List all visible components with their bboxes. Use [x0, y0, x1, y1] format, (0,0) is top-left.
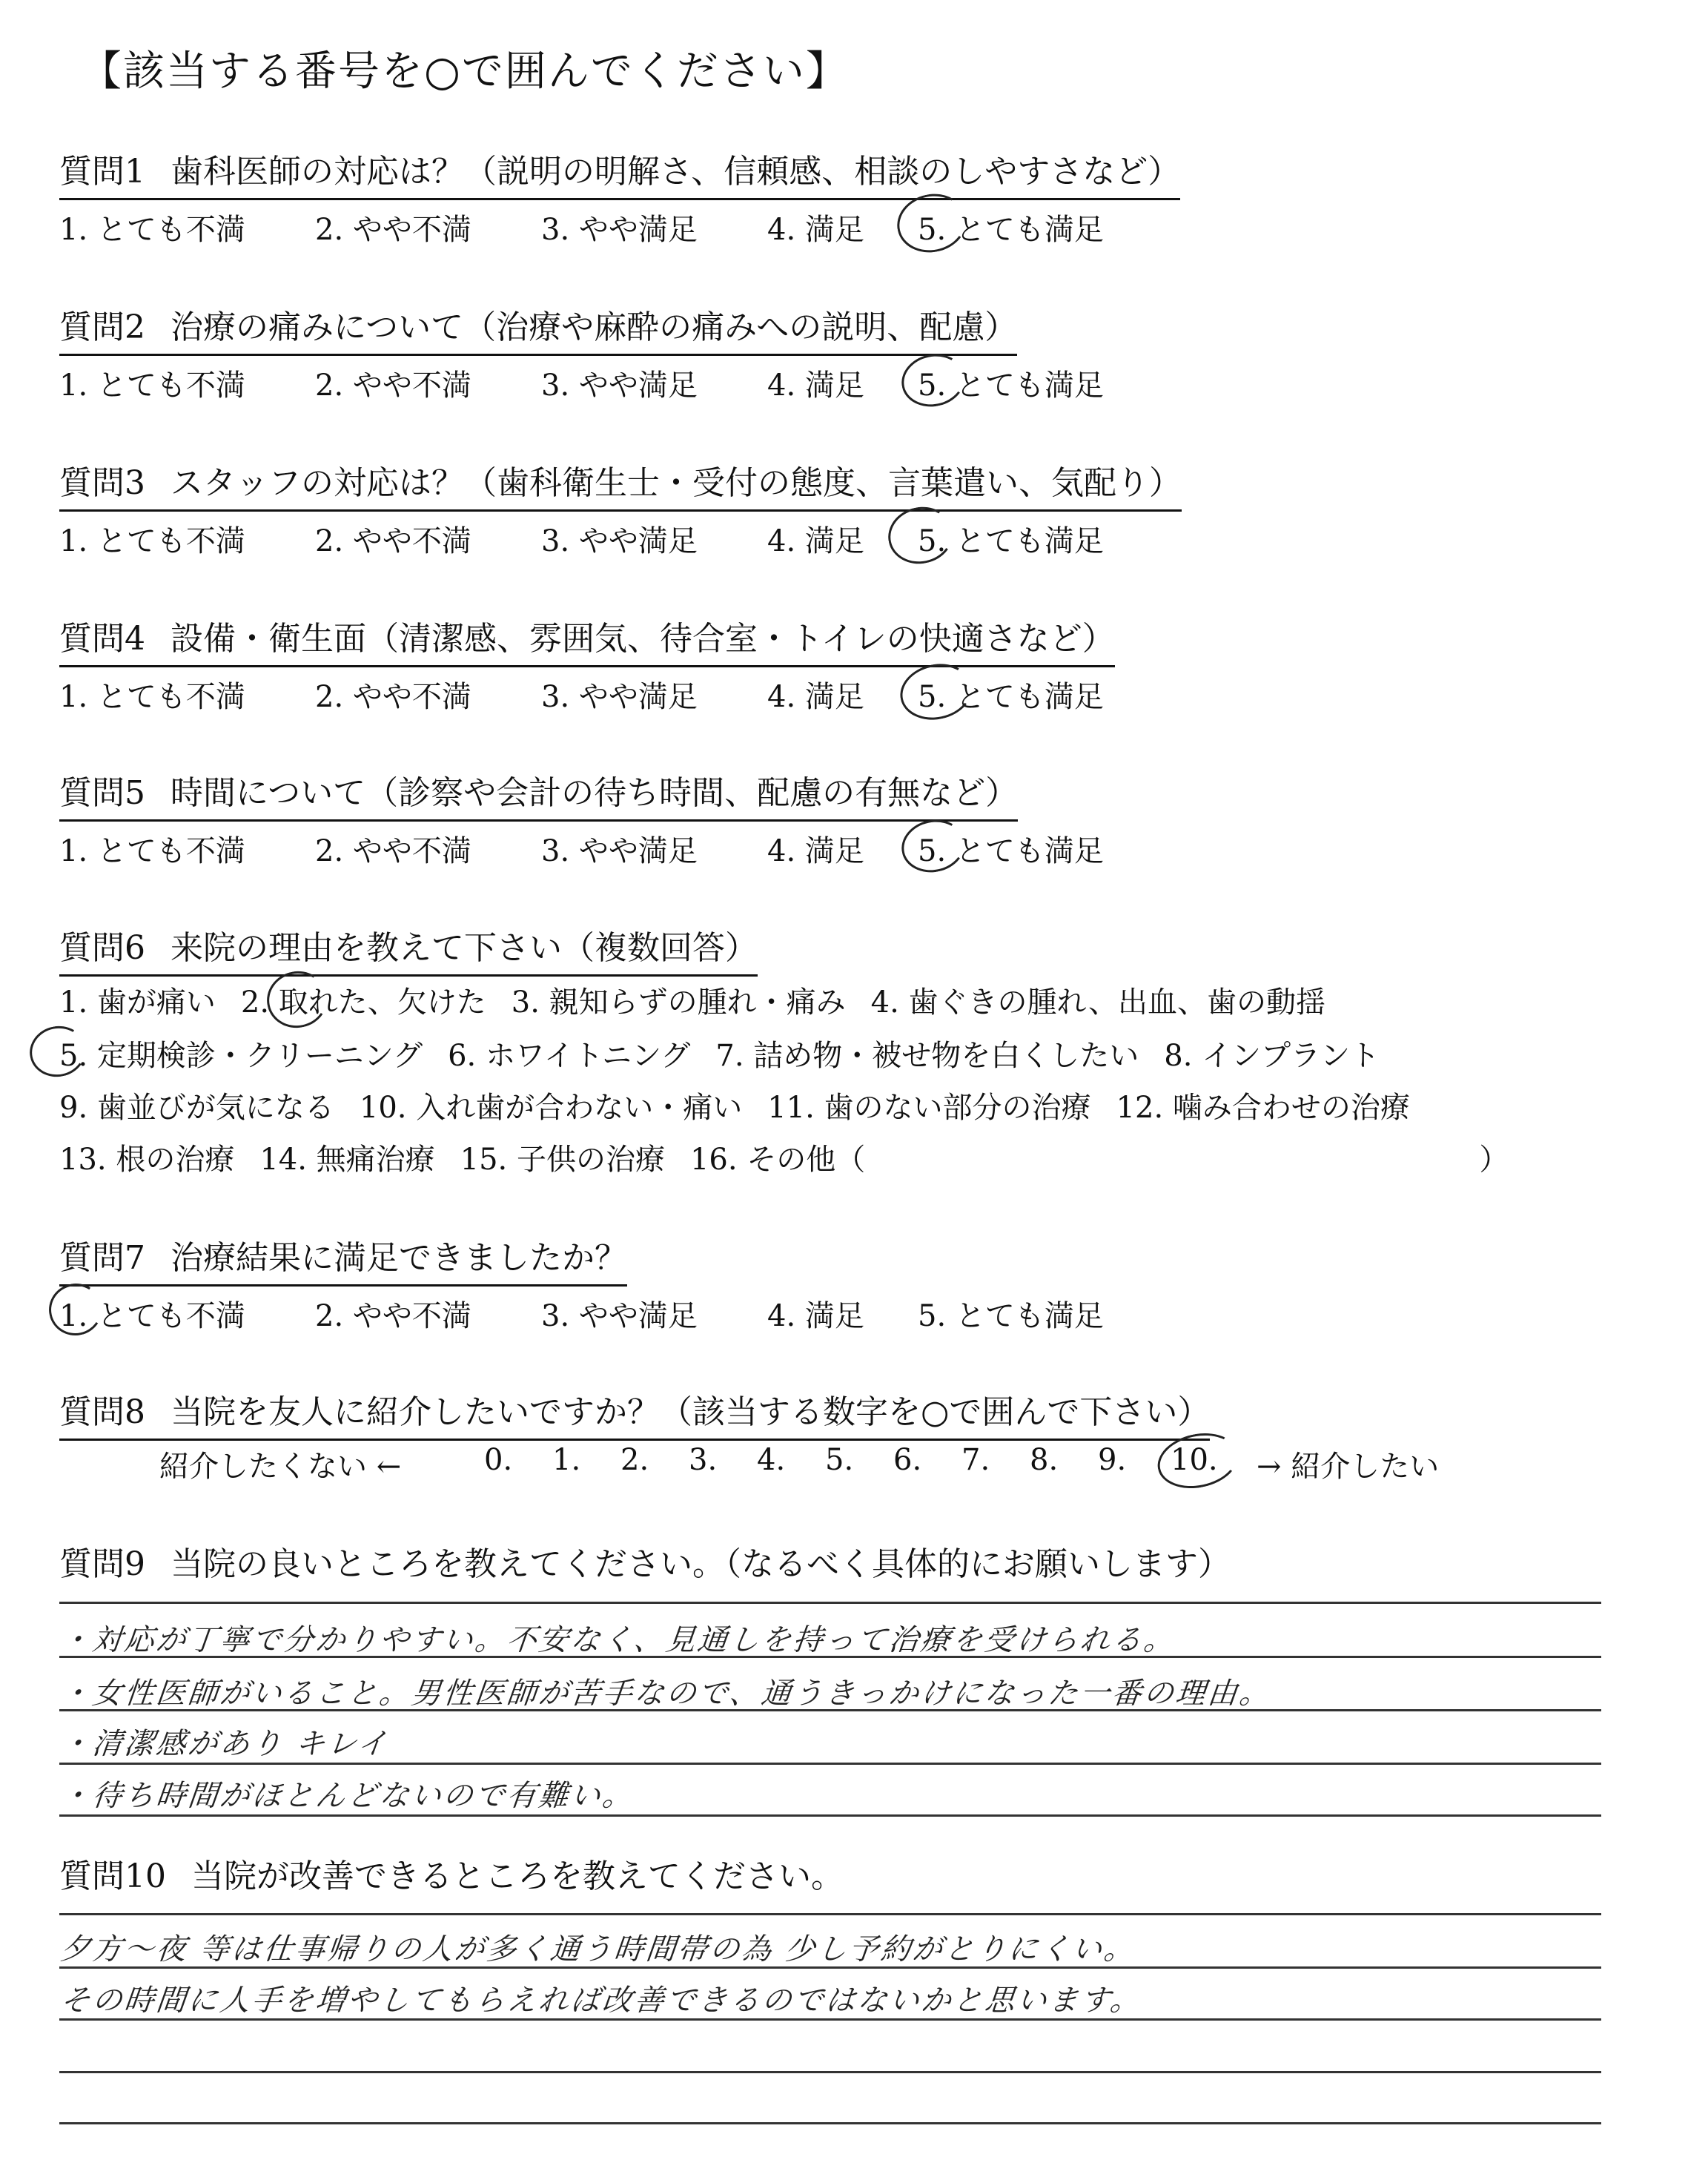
- option-1[interactable]: 1. とても不満: [59, 834, 245, 868]
- question-10: [59, 1849, 844, 1897]
- scale-0[interactable]: 0.: [484, 1443, 513, 1477]
- answer-line: [59, 1656, 1601, 1658]
- scale-right-label: → 紹介したい: [1257, 1450, 1440, 1484]
- option-5[interactable]: 5. とても満足: [918, 369, 1104, 403]
- question-4-heading: 質問4 設備・衛生面（清潔感、雰囲気、待合室・トイレの快適さなど）: [59, 612, 1115, 667]
- q9-answer-1: ・対応が丁寧で分かりやすい。不安なく、見通しを持って治療を受けられる。: [59, 1623, 1178, 1657]
- question-2-options: [59, 362, 1104, 405]
- question-7: [59, 1231, 1104, 1335]
- question-1-options: [59, 206, 1180, 249]
- option-2[interactable]: 2. やや不満: [315, 1299, 471, 1333]
- option-1[interactable]: 1. とても不満: [59, 369, 245, 403]
- question-7-heading: 質問7 治療結果に満足できましたか？: [59, 1231, 627, 1287]
- q9-answer-2: ・女性医師がいること。男性医師が苦手なので、通うきっかけになった一番の理由。: [59, 1677, 1274, 1711]
- q9-answer-4: ・待ち時間がほとんどないので有難い。: [59, 1779, 637, 1813]
- question-6: [59, 921, 758, 977]
- answer-line: [59, 1602, 1601, 1604]
- answer-line: [59, 1966, 1601, 1969]
- option-5[interactable]: 5. とても満足: [918, 213, 1104, 247]
- option-6[interactable]: 6. ホワイトニング: [448, 1039, 691, 1073]
- option-3[interactable]: 3. 親知らずの腫れ・痛み: [511, 985, 846, 1020]
- option-4[interactable]: 4. 満足: [767, 524, 864, 558]
- question-3: [59, 456, 1182, 561]
- option-1[interactable]: 1. とても不満: [59, 680, 245, 714]
- answer-line: [59, 2122, 1601, 2124]
- q8-scale: [159, 1443, 1486, 1487]
- option-1[interactable]: 1. とても不満: [59, 524, 245, 558]
- option-2[interactable]: 2. やや不満: [315, 680, 471, 714]
- option-12[interactable]: 12. 噛み合わせの治療: [1116, 1091, 1410, 1125]
- option-5[interactable]: 5. とても満足: [918, 680, 1104, 714]
- form-title: 【該当する番号を○で囲んでください】: [80, 47, 849, 96]
- q6-options-row-4: [59, 1136, 1534, 1178]
- option-2[interactable]: 2. やや不満: [315, 834, 471, 868]
- scale-7[interactable]: 7.: [961, 1443, 990, 1477]
- option-16-close: ）: [1479, 1143, 1509, 1177]
- option-16[interactable]: 16. その他（: [689, 1143, 866, 1177]
- answer-line: [59, 2018, 1601, 2021]
- question-10-heading: 質問10 当院が改善できるところを教えてください。: [59, 1857, 844, 1895]
- option-9[interactable]: 9. 歯並びが気になる: [59, 1091, 334, 1125]
- option-1[interactable]: 1. とても不満: [59, 213, 245, 247]
- option-2[interactable]: 2. やや不満: [315, 369, 471, 403]
- q10-answer-1: 夕方〜夜 等は仕事帰りの人が多く通う時間帯の為 少し予約がとりにくい。: [59, 1932, 1138, 1966]
- option-3[interactable]: 3. やや満足: [541, 1299, 698, 1333]
- question-2: [59, 300, 1104, 405]
- q6-options-row-1: [59, 979, 1351, 1021]
- q6-options-row-3: [59, 1084, 1435, 1126]
- answer-line: [59, 1814, 1601, 1817]
- option-5[interactable]: 5. とても満足: [918, 834, 1104, 868]
- selection-circle-q4: [895, 658, 977, 727]
- question-5-heading: 質問5 時間について（診察や会計の待ち時間、配慮の有無など）: [59, 766, 1018, 822]
- scale-4[interactable]: 4.: [757, 1443, 786, 1477]
- scale-8[interactable]: 8.: [1030, 1443, 1059, 1477]
- scale-9[interactable]: 9.: [1098, 1443, 1127, 1477]
- option-3[interactable]: 3. やや満足: [541, 834, 698, 868]
- question-5: [59, 766, 1104, 871]
- question-1-heading: 質問1 歯科医師の対応は？（説明の明解さ、信頼感、相談のしやすさなど）: [59, 145, 1180, 200]
- scale-left-label: 紹介したくない ←: [159, 1450, 402, 1484]
- option-4[interactable]: 4. 満足: [767, 1299, 864, 1333]
- answer-line: [59, 1913, 1601, 1915]
- option-4[interactable]: 4. 満足: [767, 369, 864, 403]
- answer-line: [59, 1709, 1601, 1711]
- question-9: [59, 1537, 1231, 1585]
- scale-5[interactable]: 5.: [825, 1443, 854, 1477]
- question-8: [59, 1385, 1210, 1441]
- option-3[interactable]: 3. やや満足: [541, 213, 698, 247]
- question-4-options: [59, 673, 1115, 716]
- scale-3[interactable]: 3.: [689, 1443, 718, 1477]
- option-4[interactable]: 4. 満足: [767, 834, 864, 868]
- option-7[interactable]: 7. 詰め物・被せ物を白くしたい: [715, 1039, 1139, 1073]
- question-4: [59, 612, 1115, 716]
- option-2[interactable]: 2. 取れた、欠けた: [240, 985, 486, 1020]
- option-5[interactable]: 5. とても満足: [918, 1299, 1104, 1333]
- question-3-options: [59, 518, 1182, 561]
- q6-options-row-2: [59, 1032, 1405, 1074]
- answer-line: [59, 1763, 1601, 1765]
- option-4[interactable]: 4. 歯ぐきの腫れ、出血、歯の動揺: [870, 985, 1325, 1020]
- option-15[interactable]: 15. 子供の治療: [460, 1143, 665, 1177]
- question-2-heading: 質問2 治療の痛みについて（治療や麻酔の痛みへの説明、配慮）: [59, 300, 1017, 356]
- option-10[interactable]: 10. 入れ歯が合わない・痛い: [359, 1091, 743, 1125]
- q10-answer-2: その時間に人手を増やしてもらえれば改善できるのではないかと思います。: [59, 1984, 1144, 2018]
- option-5[interactable]: 5. とても満足: [918, 524, 1104, 558]
- option-3[interactable]: 3. やや満足: [541, 680, 698, 714]
- option-13[interactable]: 13. 根の治療: [59, 1143, 235, 1177]
- scale-6[interactable]: 6.: [893, 1443, 922, 1477]
- question-1: [59, 145, 1180, 249]
- option-3[interactable]: 3. やや満足: [541, 524, 698, 558]
- q9-answer-3: ・清潔感があり キレイ: [59, 1727, 391, 1761]
- option-5[interactable]: 5. 定期検診・クリーニング: [59, 1039, 423, 1073]
- question-9-heading: 質問9 当院の良いところを教えてください。（なるべく具体的にお願いします）: [59, 1545, 1231, 1583]
- option-4[interactable]: 4. 満足: [767, 680, 864, 714]
- scale-2[interactable]: 2.: [620, 1443, 649, 1477]
- question-5-options: [59, 828, 1104, 871]
- question-3-heading: 質問3 スタッフの対応は？（歯科衛生士・受付の態度、言葉遣い、気配り）: [59, 456, 1182, 512]
- option-8[interactable]: 8. インプラント: [1164, 1039, 1380, 1073]
- option-1[interactable]: 1. 歯が痛い: [59, 985, 216, 1020]
- option-2[interactable]: 2. やや不満: [315, 213, 471, 247]
- scale-1[interactable]: 1.: [552, 1443, 581, 1477]
- question-8-heading: 質問8 当院を友人に紹介したいですか？（該当する数字を○で囲んで下さい）: [59, 1385, 1210, 1441]
- answer-line: [59, 2071, 1601, 2073]
- question-6-heading: 質問6 来院の理由を教えて下さい（複数回答）: [59, 921, 758, 977]
- option-2[interactable]: 2. やや不満: [315, 524, 471, 558]
- option-3[interactable]: 3. やや満足: [541, 369, 698, 403]
- scale-10[interactable]: 10.: [1171, 1443, 1218, 1477]
- option-11[interactable]: 11. 歯のない部分の治療: [767, 1091, 1091, 1125]
- option-14[interactable]: 14. 無痛治療: [259, 1143, 435, 1177]
- question-7-options: [59, 1292, 1104, 1335]
- option-1[interactable]: 1. とても不満: [59, 1299, 245, 1333]
- option-4[interactable]: 4. 満足: [767, 213, 864, 247]
